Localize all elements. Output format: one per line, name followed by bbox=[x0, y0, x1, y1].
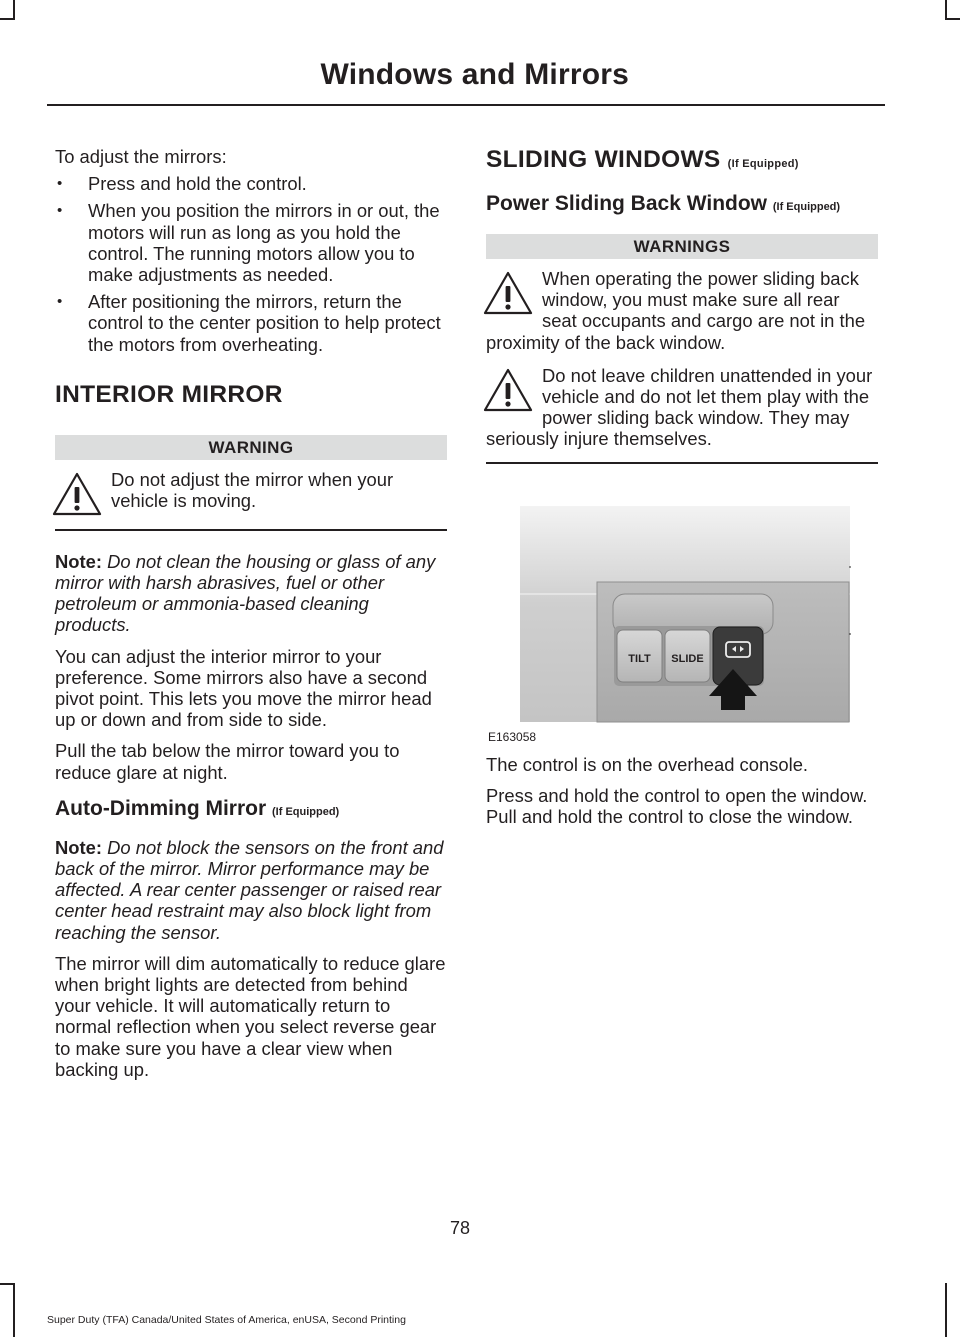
crop-mark bbox=[0, 18, 15, 20]
crop-mark bbox=[945, 0, 947, 18]
paragraph: The mirror will dim automatically to reduce glare when bright lights are detected from behind your vehicle. It will automatically return to normal reflection when you select reverse gear to make sure you have a clear view when backing up. bbox=[55, 952, 446, 1080]
warnings-box bbox=[486, 234, 878, 464]
figure-code: E163058 bbox=[488, 729, 537, 744]
if-equipped-label: (If Equipped) bbox=[772, 201, 841, 213]
warning-item bbox=[486, 365, 878, 450]
paragraph: You can adjust the interior mirror to your preference. Some mirrors also have a second pivot point. This lets you move the mirror head up or down and from side to side. bbox=[55, 645, 432, 731]
right-column bbox=[486, 146, 878, 837]
footer-text: Super Duty (TFA) Canada/United States of America, enUSA, Second Printing bbox=[47, 1314, 406, 1326]
section-title-sliding-windows bbox=[486, 146, 878, 174]
warnings-heading: WARNINGS bbox=[486, 234, 878, 259]
overhead-console-illustration bbox=[486, 484, 878, 724]
warning-triangle-icon bbox=[482, 367, 534, 413]
warning-text: Do not adjust the mirror when your vehicle is moving. bbox=[111, 468, 394, 512]
crop-mark bbox=[0, 1283, 15, 1285]
left-column bbox=[55, 146, 447, 1090]
intro-text: To adjust the mirrors: bbox=[55, 146, 227, 167]
note-text: Do not block the sensors on the front and back of the mirror. Mirror performance may be affected. A rear center passenger or raised rear center head restraint may also block light from reaching the sensor. bbox=[55, 836, 444, 943]
page-header-title: Windows and Mirrors bbox=[320, 58, 629, 91]
list-item: • Press and hold the control. bbox=[55, 173, 447, 194]
warning-item bbox=[486, 268, 878, 353]
note-sensors bbox=[55, 837, 447, 943]
header-rule bbox=[47, 104, 885, 106]
paragraph: Pull the tab below the mirror toward you to reduce glare at night. bbox=[55, 740, 400, 783]
crop-mark bbox=[945, 18, 960, 20]
crop-mark bbox=[945, 1283, 947, 1337]
warning-text: When operating the power sliding back window, you must make sure all rear seat occupants and cargo are not in the proximity of the back window. bbox=[486, 268, 866, 353]
warning-box bbox=[55, 435, 447, 531]
warning-item bbox=[55, 469, 447, 517]
overhead-console-figure bbox=[486, 484, 878, 744]
if-equipped-label: (If Equipped) bbox=[727, 158, 799, 170]
note-label: Note: bbox=[55, 550, 102, 572]
note-text: Do not clean the housing or glass of any mirror with harsh abrasives, fuel or other petroleum or ammonia-based cleaning products. bbox=[55, 550, 436, 636]
mirror-adjust-list bbox=[55, 173, 447, 355]
warning-heading: WARNING bbox=[55, 435, 447, 460]
page-number: 78 bbox=[449, 1218, 471, 1238]
subsection-title-auto-dimming bbox=[55, 797, 447, 821]
list-item: • When you position the mirrors in or out, the motors will run as long as you hold the control. The running motors allow you to make adjustments as needed. bbox=[55, 200, 447, 285]
section-title-interior-mirror: INTERIOR MIRROR bbox=[55, 380, 283, 408]
if-equipped-label: (If Equipped) bbox=[272, 805, 340, 818]
subsection-title-text: Auto-Dimming Mirror bbox=[55, 796, 267, 820]
tilt-label: TILT bbox=[628, 652, 651, 665]
subsection-title-text: Power Sliding Back Window bbox=[486, 192, 768, 215]
list-item: • After positioning the mirrors, return the control to the center position to help protect the motors from overheating. bbox=[55, 291, 447, 355]
crop-mark bbox=[13, 0, 15, 18]
note-label: Note: bbox=[55, 836, 102, 858]
section-title-text: SLIDING WINDOWS bbox=[486, 146, 721, 173]
paragraph: The control is on the overhead console. bbox=[486, 753, 809, 775]
warning-text: Do not leave children unattended in your vehicle and do not let them play with the power sliding back window. They may seriously injure themselves. bbox=[486, 364, 873, 450]
warning-triangle-icon bbox=[482, 270, 534, 316]
warning-triangle-icon bbox=[51, 471, 103, 517]
note-clean-mirror bbox=[55, 551, 447, 636]
slide-label: SLIDE bbox=[671, 652, 704, 665]
subsection-title-power-sliding bbox=[486, 192, 878, 216]
paragraph: Press and hold the control to open the window. Pull and hold the control to close the window. bbox=[486, 784, 868, 828]
crop-mark bbox=[13, 1283, 15, 1337]
